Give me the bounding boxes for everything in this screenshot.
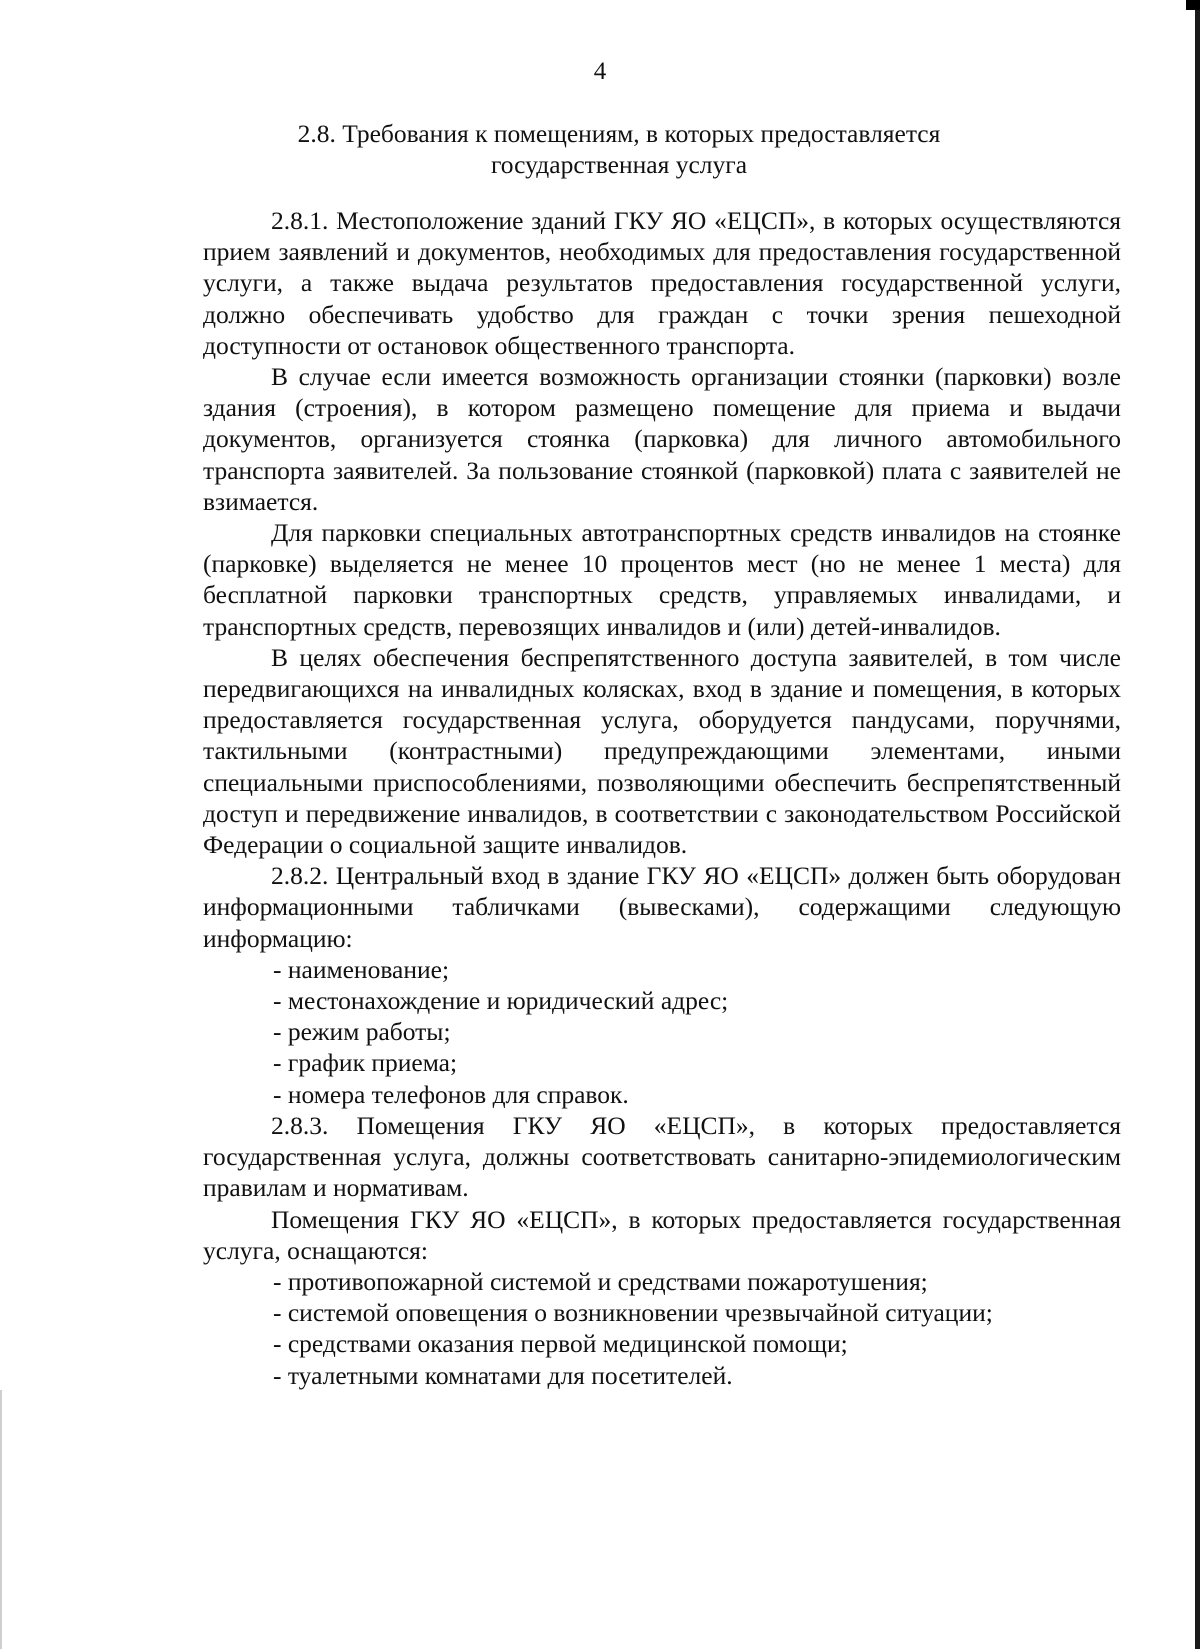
list-item: - системой оповещения о возникновении чрезвычайной ситуации; [273, 1298, 993, 1328]
paragraph-2-8-3: 2.8.3. Помещения ГКУ ЯО «ЕЦСП», в которых предоставляется государственная услуга, должны соответствовать санитарно-эпидемиологическим правилам и нормативам. [203, 1110, 1121, 1203]
paragraph-accessibility: В целях обеспечения беспрепятственного доступа заявителей, в том числе передвигающихся на инвалидных колясках, вход в здание и помещения, в которых предоставляется государственная услуга, оборудуется пандусами, поручнями, тактильными (контрастными) предупреждающими элементами, иными специальными приспособлениями, позволяющими обеспечить беспрепятственный доступ и передвижение инвалидов, в соответствии с законодательством Российской Федерации о социальной защите инвалидов. [203, 642, 1121, 860]
list-item: - номера телефонов для справок. [273, 1079, 629, 1109]
list-item: - средствами оказания первой медицинской помощи; [273, 1329, 848, 1359]
paragraph-parking: В случае если имеется возможность организации стоянки (парковки) возле здания (строения), в котором размещено помещение для приема и выдачи документов, организуется стоянка (парковка) для личного автомобильного транспорта заявителей. За пользование стоянкой (парковкой) плата с заявителей не взимается. [203, 362, 1121, 516]
scan-border-right [1195, 10, 1200, 1649]
scan-border-left [0, 1390, 2, 1649]
list-item: - режим работы; [273, 1017, 451, 1047]
paragraph-2-8-1: 2.8.1. Местоположение зданий ГКУ ЯО «ЕЦСП», в которых осуществляются прием заявлений и документов, необходимых для предоставления государственной услуги, а также выдача результатов предоставления государственной услуги, должно обеспечивать удобство для граждан с точки зрения пешеходной доступности от остановок общественного транспорта. [203, 206, 1121, 360]
section-heading [230, 118, 1008, 180]
list-item: - наименование; [273, 954, 450, 984]
paragraph-2-8-2: 2.8.2. Центральный вход в здание ГКУ ЯО «ЕЦСП» должен быть оборудован информационными табличками (вывесками), содержащими следующую информацию: [203, 861, 1121, 953]
list-item: - туалетными комнатами для посетителей. [273, 1360, 733, 1390]
paragraph-equipment: Помещения ГКУ ЯО «ЕЦСП», в которых предоставляется государственная услуга, оснащаются: [203, 1204, 1121, 1265]
scan-border-top [1186, 0, 1200, 10]
section-heading-line-2: государственная услуга [490, 150, 748, 179]
list-item: - график приема; [273, 1048, 458, 1078]
document-body [203, 205, 1121, 1391]
list-item: - противопожарной системой и средствами пожаротушения; [273, 1266, 928, 1296]
paragraph-disabled-parking: Для парковки специальных автотранспортных средств инвалидов на стоянке (парковке) выделяется не менее 10 процентов мест (но не менее 1 места) для бесплатной парковки транспортных средств, управляемых инвалидами, и транспортных средств, перевозящих инвалидов и (или) детей-инвалидов. [203, 518, 1121, 641]
list-item: - местонахождение и юридический адрес; [273, 986, 729, 1016]
section-heading-line-1: 2.8. Требования к помещениям, в которых предоставляется [297, 119, 941, 148]
page-number: 4 [593, 58, 607, 85]
